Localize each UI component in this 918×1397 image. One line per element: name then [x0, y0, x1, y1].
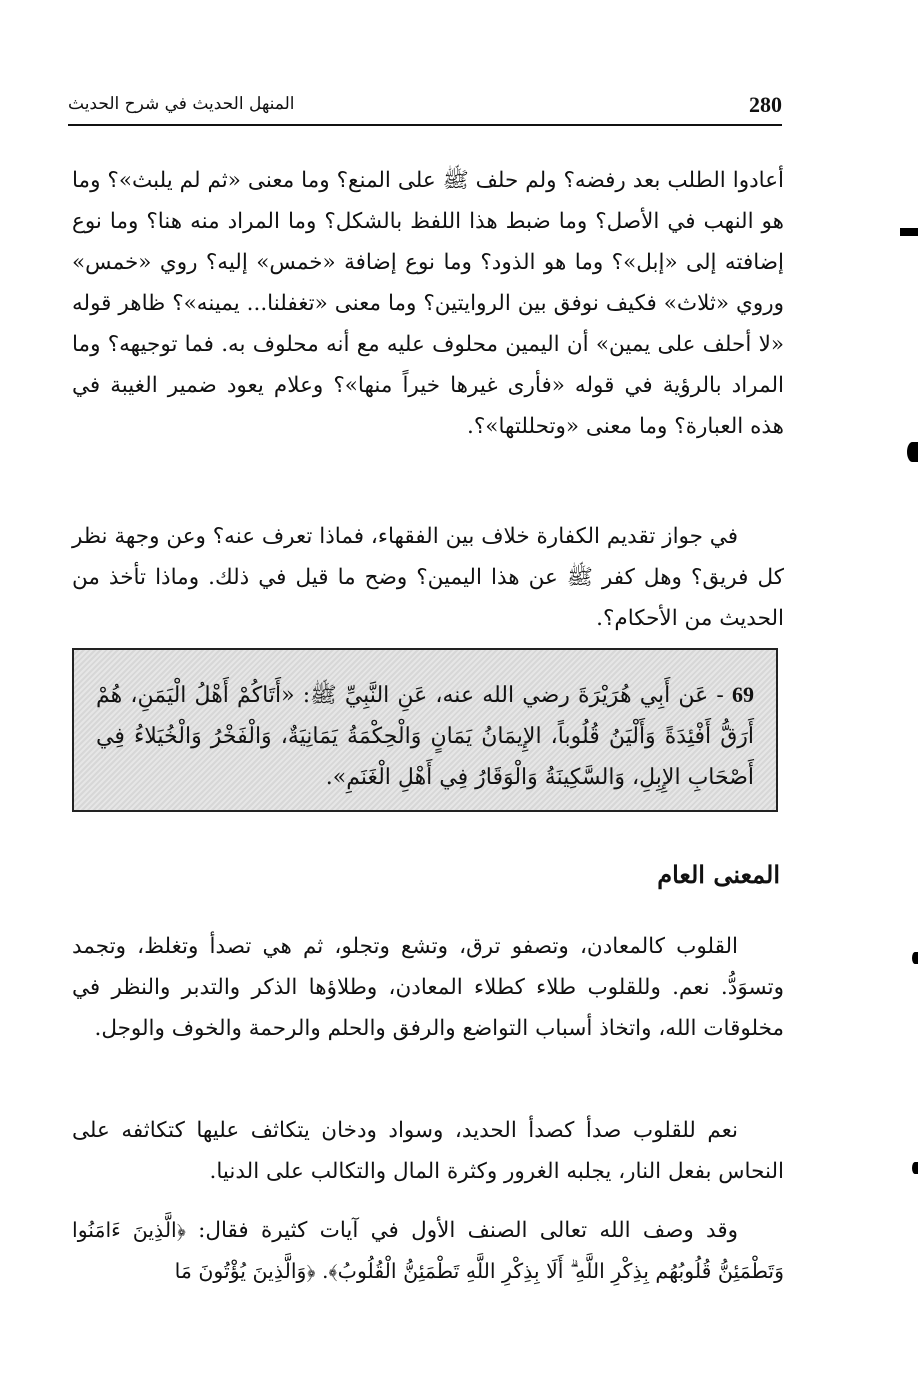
page-header [68, 90, 782, 126]
page-number: 280 [749, 92, 782, 117]
hadith-box [72, 648, 778, 812]
scan-edge-mark [900, 228, 918, 236]
paragraph-3-intro: وقد وصف الله تعالى الصنف الأول في آيات كثيرة فقال: [198, 1218, 738, 1243]
questions-paragraph: أعادوا الطلب بعد رفضه؟ ولم حلف ﷺ على المنع؟ وما معنى «ثم لم يلبث»؟ وما هو النهب في الأصل؟ وما ضبط هذا اللفظ بالشكل؟ وما المراد منه هنا؟ وما نوع إضافته إلى «إبل»؟ وما هو الذود؟ وما نوع إضافة «خمس» إليه؟ روي «خمس» وروي «ثلاث» فكيف نوفق بين الروايتين؟ وما معنى «تغفلنا... يمينه»؟ ظاهر قوله «لا أحلف على يمين» أن اليمين محلوف عليه مع أنه محلوف به. فما توجيهه؟ وما المراد بالرؤية في قوله «فأرى غيرها خيراً منها»؟ وعلام يعود ضمير الغيبة في هذه العبارة؟ وما معنى «وتحللتها»؟. [72, 168, 784, 439]
scan-edge-mark [907, 442, 918, 462]
hadith-number: 69 [732, 682, 754, 707]
quran-verse: ﴿الَّذِينَ ءَامَنُوا وَتَطْمَئِنُّ قُلُوبُهُم بِذِكْرِ اللَّهِ ۗ أَلَا بِذِكْرِ اللَّهِ تَطْمَئِنُّ الْقُلُوبُ﴾. ﴿وَالَّذِينَ يُؤْتُونَ مَا [72, 1218, 784, 1283]
scan-edge-mark [912, 952, 918, 964]
hadith-text: - عَن أَبِي هُرَيْرَةَ رضي الله عنه، عَنِ النَّبِيِّ ﷺ: «أَتَاكُمْ أَهْلُ الْيَمَنِ، هُمْ أَرَقُّ أَفْئِدَةً وَأَلْيَنُ قُلُوباً، الإِيمَانُ يَمَانٍ وَالْحِكْمَةُ يَمَانِيَةٌ، وَالْفَخْرُ وَالْخُيَلاءُ فِي أَصْحَابِ الإِبِلِ، وَالسَّكِينَةُ وَالْوَقَارُ فِي أَهْلِ الْغَنَمِ». [96, 683, 754, 790]
general-meaning-paragraph-2: نعم للقلوب صدأ كصدأ الحديد، وسواد ودخان يتكاثف عليها كتكاثفه على النحاس بفعل النار، يجلبه الغرور وكثرة المال والتكالب على الدنيا. [72, 1118, 784, 1184]
scan-edge-mark [912, 1162, 918, 1174]
general-meaning-paragraph-1: القلوب كالمعادن، وتصفو ترق، وتشع وتجلو، ثم هي تصدأ وتغلظ، وتجمد وتسوَدُّ. نعم. وللقلوب طلاء كطلاء المعادن، وطلاؤها الذكر والتدبر والنظر في مخلوقات الله، واتخاذ أسباب التواضع والرفق والحلم والرحمة والخوف والوجل. [72, 934, 784, 1041]
hadith-text-block [96, 674, 754, 798]
running-title: المنهل الحديث في شرح الحديث [68, 94, 295, 114]
questions-paragraph-2: في جواز تقديم الكفارة خلاف بين الفقهاء، فماذا تعرف عنه؟ وعن وجهة نظر كل فريق؟ وهل كفر ﷺ عن هذا اليمين؟ وضح ما قيل في ذلك. وماذا تأخذ من الحديث من الأحكام؟. [72, 524, 784, 631]
general-meaning-paragraph-3 [72, 1210, 784, 1292]
section-heading: المعنى العام [657, 860, 780, 889]
